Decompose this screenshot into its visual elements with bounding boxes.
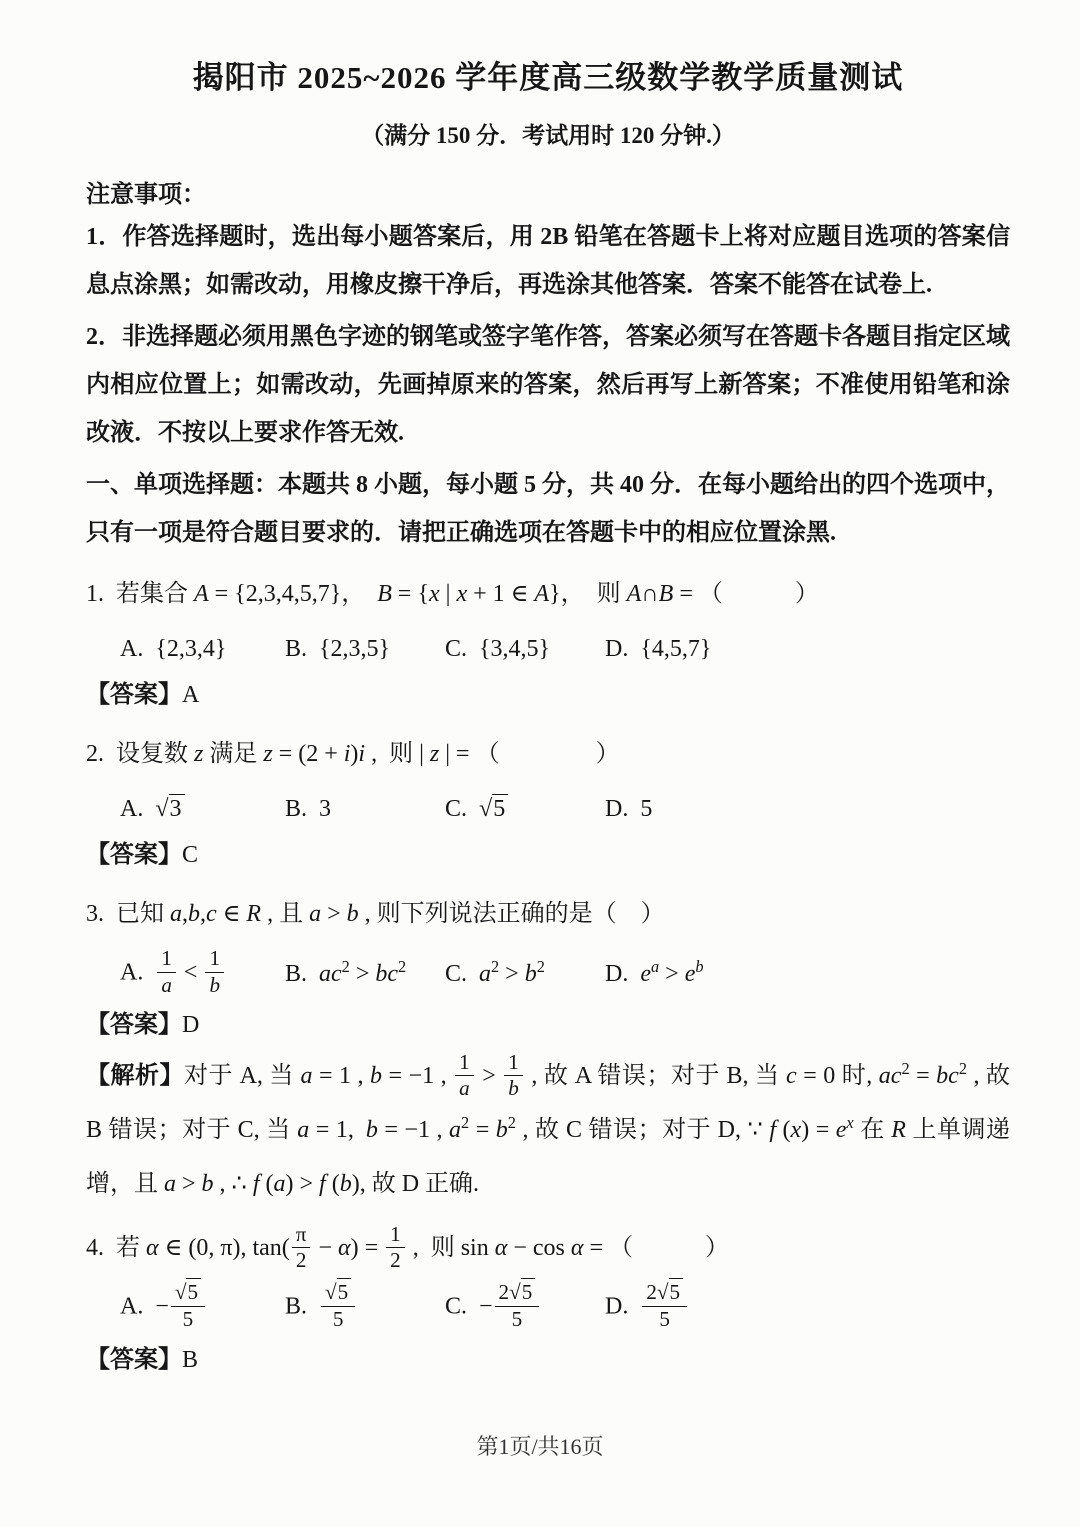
question-3-analysis: 【解析】对于 A, 当 a = 1 , b = −1 , $\frac{1}{a}$ > $\frac{1}{b}$ , 故 A 错误；对于 B, 当 c = 0 时, $ac^2 = bc^2$ , 故 B 错误；对于 C, 当 a = 1, b = −1 , $a^2 = b^2$ , 故 C 错误；对于 D, ∵ f $(x) = e^x$ 在 R 上单调递增，且 a > b , ∴ f (a) > f (b), 故 D 正确. [86, 1049, 1011, 1198]
exam-subtitle: （满分 150 分．考试用时 120 分钟.） [361, 123, 735, 148]
page-footer: 第1页/共16页 [476, 1434, 604, 1459]
question-2-option-b: B. 3 [285, 796, 332, 822]
question-2-option-a: A. √3 [120, 789, 285, 829]
question-2-option-d: D. 5 [605, 796, 653, 822]
question-1-option-d: D. {4,5,7} [605, 636, 712, 662]
notice-heading: 注意事项： [86, 182, 206, 208]
question-1-option-c: C. {3,4,5} [445, 636, 551, 662]
question-4-option-c: C. − $\frac{2√5}{5}$ [445, 1283, 605, 1333]
question-2-options [86, 789, 1010, 829]
question-3-option-d: D. $e^a > e^b$ [605, 957, 704, 988]
question-4 [86, 1221, 1010, 1381]
question-1-option-b: B. {2,3,5} [285, 636, 391, 662]
question-1-options [86, 629, 1010, 669]
section-heading: 一、单项选择题：本题共 8 小题，每小题 5 分，共 40 分．在每小题给出的四个选项中，只有一项是符合题目要求的．请把正确选项在答题卡中的相应位置涂黑. [86, 472, 1010, 546]
question-3-option-b: B. $ac^2 > bc^2$ [285, 957, 407, 988]
question-1-stem: 1. 若集合 A = {2,3,4,5,7}， B = {x | x + 1 ∈ A}， 则 A∩B = （ ） [86, 581, 819, 607]
question-3-option-a: A. $\frac{1}{a}$ < $\frac{1}{b}$ [120, 949, 285, 999]
notice-item-2: 2．非选择题必须用黑色字迹的钢笔或签字笔作答，答案必须写在答题卡各题目指定区域内相应位置上；如需改动，先画掉原来的答案，然后再写上新答案；不准使用铅笔和涂改液．不按以上要求作答无效. [86, 324, 1010, 446]
question-4-stem: 4. 若 α ∈ (0, π), tan( $\frac{\pi}{2}$ − α) = $\frac{1}{2}$ , 则 sin α − cos α = （ ） [86, 1221, 730, 1273]
notice-item-1: 1．作答选择题时，选出每小题答案后，用 2B 铅笔在答题卡上将对应题目选项的答案信息点涂黑；如需改动，用橡皮擦干净后，再选涂其他答案．答案不能答在试卷上. [86, 224, 1010, 298]
question-4-answer: 【答案】B [86, 1346, 199, 1373]
question-2-stem: 2. 设复数 z 满足 z = (2 + i)i , 则 | z | = （ ） [86, 741, 620, 767]
question-4-option-a: A. − $\frac{√5}{5}$ [120, 1283, 285, 1333]
question-3-options [86, 946, 1010, 999]
question-2-option-c: C. √5 [445, 789, 605, 829]
question-4-options [86, 1280, 1010, 1333]
question-3-option-c: C. $a^2 > b^2$ [445, 957, 545, 988]
question-1-option-a: A. {2,3,4} [120, 636, 227, 662]
question-3 [86, 887, 1010, 1211]
question-4-option-d: D. $\frac{2√5}{5}$ [605, 1283, 1010, 1333]
question-1 [86, 567, 1010, 717]
question-3-stem: 3. 已知 a,b,c ∈ R , 且 a > b , 则下列说法正确的是（ ） [86, 901, 665, 927]
page-title: 揭阳市 2025~2026 学年度高三级数学教学质量测试 [192, 60, 904, 95]
question-2 [86, 727, 1010, 877]
question-3-answer: 【答案】D [86, 1012, 200, 1039]
question-2-answer: 【答案】C [86, 842, 199, 868]
question-4-option-b: B. $\frac{√5}{5}$ [285, 1283, 445, 1333]
question-1-answer: 【答案】A [86, 682, 200, 708]
